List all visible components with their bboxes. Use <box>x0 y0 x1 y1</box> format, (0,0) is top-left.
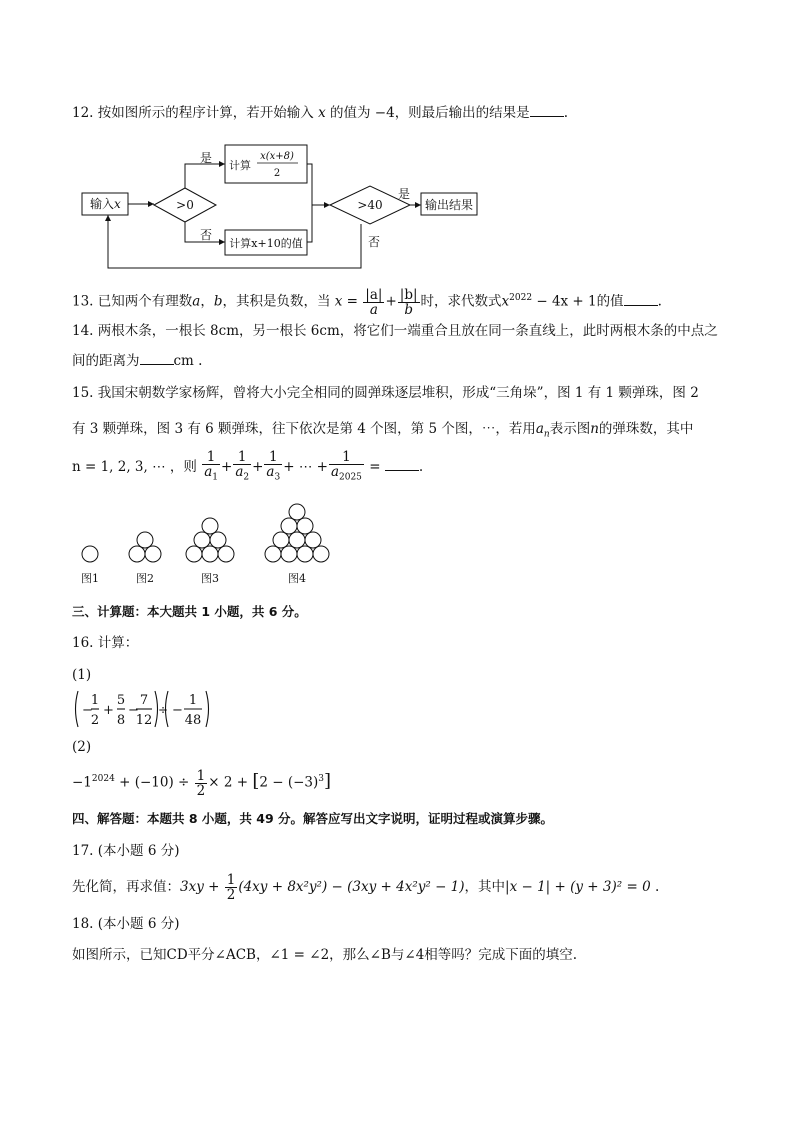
no1-label: 否 <box>200 228 213 242</box>
calc-top-numerator: x(x+8) <box>260 151 294 162</box>
fig-label-2: 图2 <box>136 572 154 585</box>
marble <box>210 532 226 548</box>
marble <box>218 546 234 562</box>
svg-text:−: − <box>172 703 183 718</box>
input-label: 输入x <box>90 197 121 211</box>
svg-text:−: − <box>128 703 139 718</box>
frac-term-2: $\frac{1}{a_2}$ <box>235 449 250 483</box>
frac2-den: 8 <box>116 713 126 728</box>
q17-text-b: ，其中 <box>464 879 506 895</box>
q16-expr2 <box>72 762 331 800</box>
section3-heading: 三、计算题：本大题共 1 小题，共 6 分。 <box>72 604 307 619</box>
q15-text-c: 的弹珠数，其中 <box>598 421 694 437</box>
marble <box>265 546 281 562</box>
q16-expr1 <box>72 688 222 730</box>
frac2-num: 5 <box>116 693 126 708</box>
fig-label-4: 图4 <box>288 572 306 585</box>
q18-text: 如图所示，已知CD平分∠ACB，∠1 = ∠2，那么∠B与∠4相等吗？完成下面的填空. <box>72 947 578 963</box>
dots: + ⋯ + <box>283 459 328 475</box>
frac1-den: 2 <box>90 713 100 728</box>
q14-text-b: cm . <box>173 353 203 369</box>
q17-expr-a: 3xy + <box>180 879 220 895</box>
marble <box>137 532 153 548</box>
marble <box>297 546 313 562</box>
equals: = <box>369 459 381 475</box>
q13-end: . <box>657 293 662 310</box>
var-a: a <box>192 293 201 310</box>
q13-text-d: 的值 <box>596 293 624 310</box>
q14-line1: 14. 两根木条，一根长 8cm，另一根长 6cm，将它们一端重合且放在同一条直线上，此时两根木条的中点之 <box>72 323 718 339</box>
poly-base: x <box>501 293 510 310</box>
var-b: b <box>213 293 223 310</box>
condition2-label: >40 <box>357 198 383 212</box>
marble <box>202 518 218 534</box>
calc-top-denominator: 2 <box>273 168 281 179</box>
q17-text-a: 先化简，再求值： <box>72 879 180 895</box>
q15-line3: n = 1, 2, 3, ⋯ ，则 $\frac{1}{a_1}$ + $\frac{1}{a_2}$ + $\frac{1}{a_3}$ + ⋯ + $\frac{1}{a_{2025}}$ = . <box>72 449 424 483</box>
q17-condition: |x − 1| + (y + 3)² = 0 <box>505 879 651 895</box>
bracket-close: ] <box>324 770 332 792</box>
q17-end: . <box>654 879 660 895</box>
q15-text-b: 表示图 <box>549 421 591 437</box>
bracket-open: [ <box>252 770 260 792</box>
answer-blank[interactable] <box>385 458 419 471</box>
marble <box>186 546 202 562</box>
q15-line2: 有 3 颗弹珠，图 3 有 6 颗弹珠，往下依次是第 4 个图，第 5 个图，⋯，若用$a_n$表示图n的弹珠数，其中 <box>72 421 694 440</box>
marble-figures <box>72 498 352 590</box>
q17-title: 17. (本小题 6 分) <box>72 843 180 859</box>
expr2-a: −1 <box>72 774 92 791</box>
frac3-num: 7 <box>139 693 149 708</box>
var-n: n <box>590 421 599 437</box>
marble <box>289 532 305 548</box>
answer-blank[interactable] <box>530 104 564 117</box>
q13-sep: ， <box>200 293 214 310</box>
var-a-n: a <box>535 421 544 437</box>
expr2-d: 2 − (−3) <box>259 774 319 791</box>
no2-label: 否 <box>368 235 381 249</box>
poly-exp: 2022 <box>509 293 533 303</box>
q13-text-b: ，其积是负数，当 <box>222 293 331 310</box>
yes2-label: 是 <box>398 187 411 201</box>
q17-expr-b: (4xy + 8x²y²) − (3xy + 4x²y² − 1) <box>238 879 465 895</box>
answer-blank[interactable] <box>140 352 174 365</box>
q14-line2 <box>72 352 202 370</box>
plus: + <box>385 293 397 310</box>
q18-title: 18. (本小题 6 分) <box>72 916 180 932</box>
frac1-num: 1 <box>90 693 100 708</box>
q15-end: . <box>418 459 424 475</box>
q12-value: −4 <box>374 105 395 121</box>
fig-label-3: 图3 <box>201 572 219 585</box>
marble <box>145 546 161 562</box>
frac3-den: 12 <box>135 713 153 728</box>
poly-tail: − 4x + 1 <box>532 293 597 310</box>
q16-part2-label: (2) <box>72 739 92 755</box>
frac-term-last: $\frac{1}{a_{2025}}$ <box>330 449 362 483</box>
q12-end: . <box>563 105 568 121</box>
marble <box>313 546 329 562</box>
calc-bottom-label: 计算x+10的值 <box>229 237 303 250</box>
expr2-frac: $\frac{1}{2}$ <box>196 767 206 799</box>
marble <box>305 532 321 548</box>
frac4-num: 1 <box>188 693 198 708</box>
var-x: x <box>318 105 326 121</box>
marble <box>297 518 313 534</box>
q13-line <box>72 283 662 317</box>
frac-abs-b: $\frac{|b|}{b}$ <box>399 286 418 318</box>
q12-text: 12. 按如图所示的程序计算，若开始输入 <box>72 105 314 121</box>
expr2-b: + (−10) ÷ <box>114 774 190 791</box>
condition1-label: >0 <box>176 198 194 212</box>
svg-text:÷: ÷ <box>158 703 169 717</box>
q13-text-c: 时，求代数式 <box>420 293 502 310</box>
svg-text:−: − <box>82 703 93 718</box>
marble <box>82 546 98 562</box>
output-label: 输出结果 <box>424 198 474 212</box>
yes1-label: 是 <box>200 151 213 165</box>
marble <box>281 518 297 534</box>
marble <box>202 546 218 562</box>
frac-abs-a: $\frac{|a|}{a}$ <box>365 286 383 318</box>
expr2-c: × 2 + <box>208 774 249 791</box>
q17-frac: $\frac{1}{2}$ <box>226 872 236 903</box>
calc-top-prefix: 计算 <box>229 159 251 172</box>
frac-term-1: $\frac{1}{a_1}$ <box>204 449 218 483</box>
marble <box>281 546 297 562</box>
q15-text-n: n = 1, 2, 3, ⋯ ，则 <box>72 459 197 475</box>
marble <box>289 504 305 520</box>
q12-line <box>72 104 568 122</box>
q15-line1: 15. 我国宋朝数学家杨辉，曾将大小完全相同的圆弹珠逐层堆积，形成“三角垛”，图 1 有 1 颗弹珠，图 2 <box>72 385 699 401</box>
q13-text-a: 13. 已知两个有理数 <box>72 293 193 310</box>
q12-text-b: 的值为 <box>329 105 371 121</box>
marble <box>273 532 289 548</box>
q17-line <box>72 870 659 904</box>
q16-title: 16. 计算： <box>72 635 139 651</box>
flowchart <box>72 138 492 273</box>
section4-heading: 四、解答题：本题共 8 小题，共 49 分。解答应写出文字说明，证明过程或演算步骤。 <box>72 811 554 826</box>
marble <box>129 546 145 562</box>
marble <box>194 532 210 548</box>
expr-x: x = <box>334 293 358 310</box>
fig-label-1: 图1 <box>81 572 99 585</box>
answer-blank[interactable] <box>624 293 658 306</box>
q15-text-a: 有 3 颗弹珠，图 3 有 6 颗弹珠，往下依次是第 4 个图，第 5 个图，⋯，若用 <box>72 421 536 437</box>
q12-text-c: ，则最后输出的结果是 <box>394 105 530 121</box>
q16-part1-label: (1) <box>72 667 92 683</box>
expr2-d-exp: 3 <box>318 774 325 784</box>
q14-text-a: 间的距离为 <box>72 353 140 369</box>
svg-text:+: + <box>103 703 114 718</box>
frac-term-3: $\frac{1}{a_3}$ <box>266 449 281 483</box>
frac4-den: 48 <box>184 713 202 728</box>
expr2-a-exp: 2024 <box>91 774 115 784</box>
